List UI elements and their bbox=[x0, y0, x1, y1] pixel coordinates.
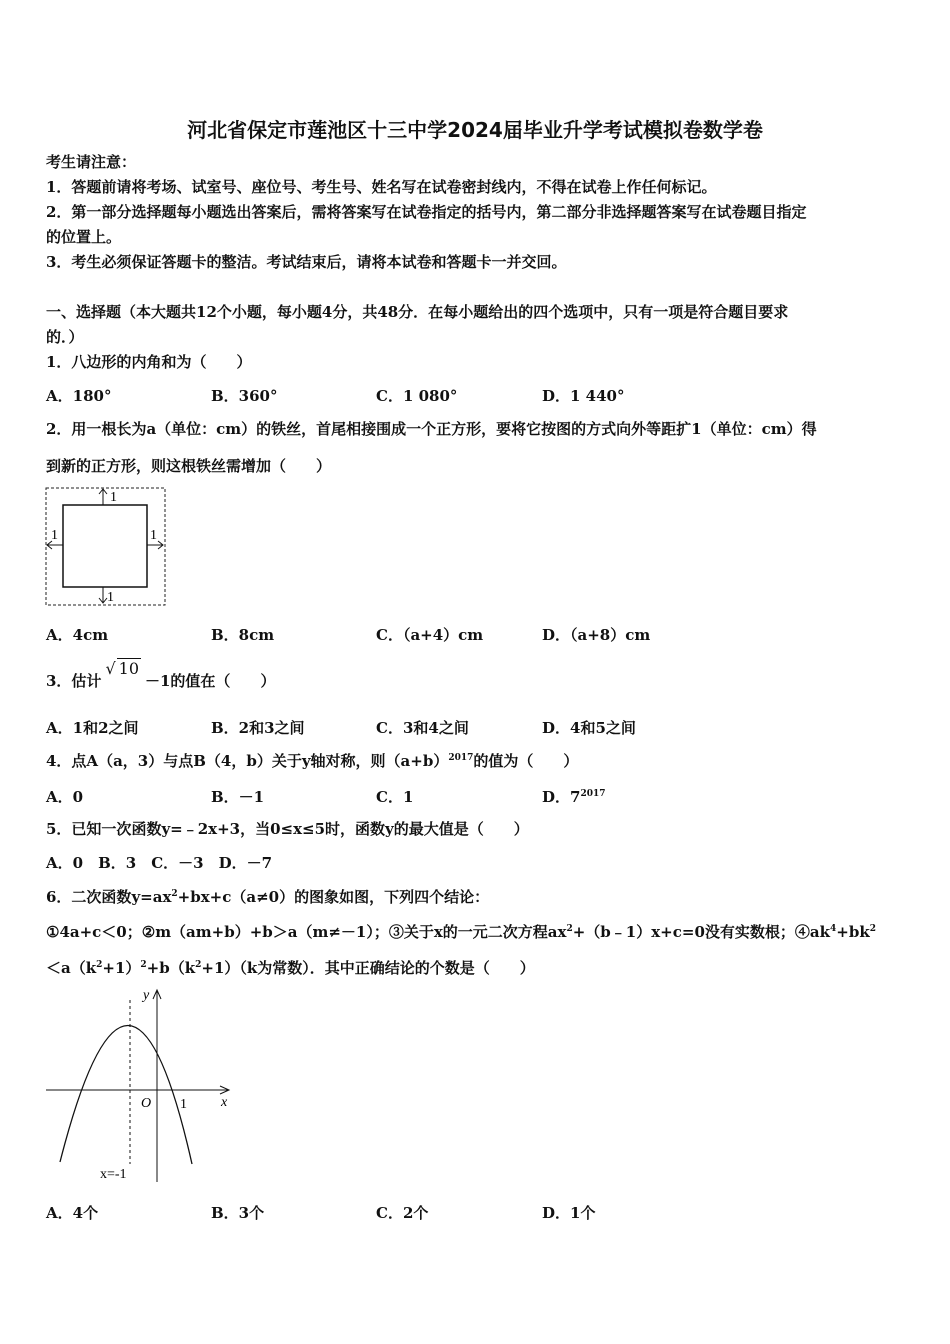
q6-parabola-figure bbox=[44, 986, 236, 1186]
arrow-down-icon bbox=[99, 587, 107, 603]
notice-item-3: 3．考生必须保证答题卡的整洁。考试结束后，请将本试卷和答题卡一并交回。 bbox=[46, 253, 567, 271]
q4-stem bbox=[46, 751, 578, 771]
q6-stem bbox=[46, 887, 489, 907]
q2-stem-cont: 到新的正方形，则这根铁丝需增加（ ） bbox=[46, 457, 332, 475]
q3-stem bbox=[46, 659, 276, 691]
y-axis-label: y bbox=[143, 988, 150, 1003]
q2-option-a: A．4cm bbox=[46, 626, 109, 644]
q6-l2-c: +bk bbox=[836, 923, 870, 941]
q1-option-b: B．360° bbox=[211, 387, 278, 405]
sup-2: 2 bbox=[195, 960, 202, 970]
inner-square bbox=[63, 505, 147, 587]
q6-l3-b: +1） bbox=[102, 959, 141, 977]
q4-exponent: 2017 bbox=[448, 753, 474, 763]
q3-option-c: C．3和4之间 bbox=[376, 719, 469, 737]
q6-l3-a: ＜a（k bbox=[46, 959, 97, 977]
q2-option-d: D．（a+8）cm bbox=[542, 626, 651, 644]
notice-item-1: 1．答题前请将考场、试室号、座位号、考生号、姓名写在试卷密封线内，不得在试卷上作任何标记。 bbox=[46, 178, 717, 196]
parabola-curve bbox=[60, 1025, 192, 1164]
label-left: 1 bbox=[51, 528, 58, 543]
q2-square-figure bbox=[44, 486, 168, 608]
one-label: 1 bbox=[180, 1097, 187, 1112]
radicand: 10 bbox=[118, 659, 139, 678]
q5-stem: 5．已知一次函数y=﹣2x+3，当0≤x≤5时，函数y的最大值是（ ） bbox=[46, 820, 529, 838]
q4-option-c: C．1 bbox=[376, 788, 414, 806]
q6-conclusions-line2 bbox=[46, 958, 535, 978]
arrow-up-icon bbox=[99, 489, 107, 505]
sup-2: 2 bbox=[566, 924, 573, 934]
q6-l3-d: +1）（k为常数）．其中正确结论的个数是（ ） bbox=[201, 959, 535, 977]
label-bottom: 1 bbox=[107, 590, 114, 605]
q6-stem-b: +bx+c（a≠0）的图象如图，下列四个结论： bbox=[177, 888, 490, 906]
q3-option-a: A．1和2之间 bbox=[46, 719, 139, 737]
q4-option-d-exp: 2017 bbox=[580, 789, 606, 799]
q6-option-c: C．2个 bbox=[376, 1204, 429, 1222]
sup-4: 4 bbox=[830, 924, 837, 934]
q4-option-a: A．0 bbox=[46, 788, 84, 806]
page-title: 河北省保定市莲池区十三中学2024届毕业升学考试模拟卷数学卷 bbox=[187, 118, 763, 142]
q1-option-d: D．1 440° bbox=[542, 387, 625, 405]
q6-option-a: A．4个 bbox=[46, 1204, 99, 1222]
q2-option-b: B．8cm bbox=[211, 626, 275, 644]
q2-option-c: C．（a+4）cm bbox=[376, 626, 484, 644]
q1-option-a: A．180° bbox=[46, 387, 112, 405]
q6-l2-b: +（b﹣1）x+c=0没有实数根；④ak bbox=[572, 923, 830, 941]
section-heading: 一、选择题（本大题共12个小题，每小题4分，共48分．在每小题给出的四个选项中，只有一项是符合题目要求 bbox=[46, 303, 789, 321]
q3-option-b: B．2和3之间 bbox=[211, 719, 305, 737]
q6-stem-a: 6．二次函数y=ax bbox=[46, 888, 172, 906]
sup-2: 2 bbox=[96, 960, 103, 970]
q4-option-b: B．－1 bbox=[211, 788, 265, 806]
sup-2: 2 bbox=[171, 889, 178, 899]
q4-option-d bbox=[542, 786, 606, 807]
q3-option-d: D．4和5之间 bbox=[542, 719, 636, 737]
origin-label: O bbox=[141, 1096, 152, 1111]
q2-stem: 2．用一根长为a（单位：cm）的铁丝，首尾相接围成一个正方形，要将它按图的方式向外等距扩1（单位：cm）得 bbox=[46, 420, 817, 438]
sqrt-expression: √ 10 bbox=[105, 659, 139, 678]
section-heading-cont: 的．） bbox=[46, 328, 84, 346]
sup-2: 2 bbox=[140, 960, 147, 970]
label-top: 1 bbox=[110, 490, 117, 505]
notice-item-2: 2．第一部分选择题每小题选出答案后，需将答案写在试卷指定的括号内，第二部分非选择题答案写在试卷题目指定 bbox=[46, 203, 807, 221]
q6-option-b: B．3个 bbox=[211, 1204, 265, 1222]
q4-stem-pre: 4．点A（a，3）与点B（4，b）关于y轴对称，则（a+b） bbox=[46, 752, 449, 770]
x-axis-label: x bbox=[221, 1095, 228, 1110]
q3-stem-pre: 3．估计 bbox=[46, 672, 102, 690]
q6-conclusions-line1 bbox=[46, 922, 876, 942]
q6-option-d: D．1个 bbox=[542, 1204, 596, 1222]
q1-option-c: C．1 080° bbox=[376, 387, 458, 405]
label-right: 1 bbox=[150, 528, 157, 543]
notice-item-2-cont: 的位置上。 bbox=[46, 228, 122, 246]
q4-stem-post: 的值为（ ） bbox=[473, 752, 579, 770]
symmetry-axis-label: x=-1 bbox=[100, 1167, 127, 1182]
q5-options: A．0 B．3 C．－3 D．－7 bbox=[46, 854, 273, 872]
sup-2: 2 bbox=[869, 924, 876, 934]
q6-l2-a: ①4a+c＜0；②m（am+b）+b＞a（m≠－1）；③关于x的一元二次方程ax bbox=[46, 923, 567, 941]
q1-stem: 1．八边形的内角和为（ ） bbox=[46, 353, 252, 371]
q4-option-d-base: D．7 bbox=[542, 788, 581, 806]
q6-l3-c: +b（k bbox=[146, 959, 196, 977]
q3-stem-post: －1的值在（ ） bbox=[145, 672, 276, 690]
notice-heading: 考生请注意： bbox=[46, 153, 137, 171]
